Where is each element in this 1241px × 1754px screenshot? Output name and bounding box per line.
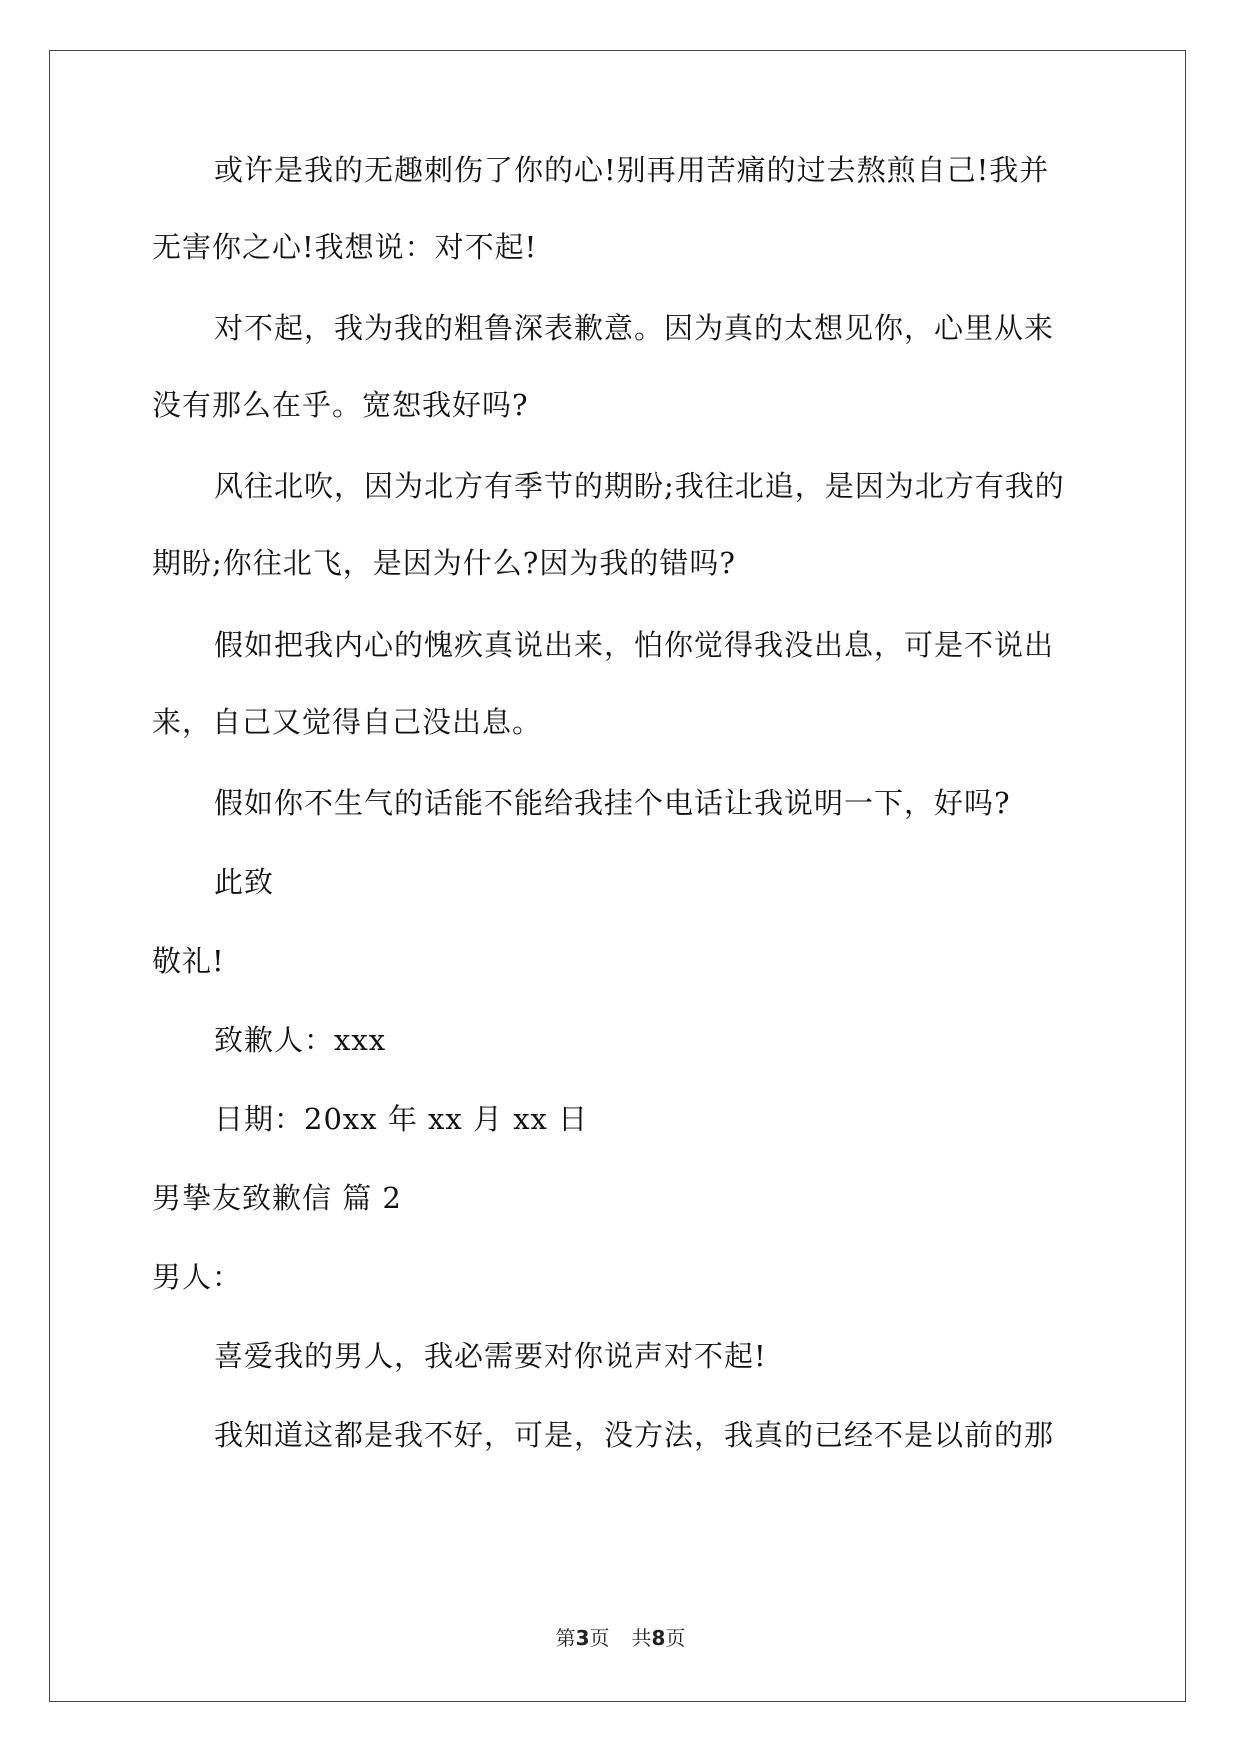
paragraph-line: 风往北吹，因为北方有季节的期盼;我往北追，是因为北方有我的 xyxy=(214,469,1065,503)
total-page-number: 8 xyxy=(651,1626,666,1650)
date-line: 日期：20xx 年 xx 月 xx 日 xyxy=(214,1102,589,1136)
paragraph-line: 我知道这都是我不好，可是，没方法，我真的已经不是以前的那 xyxy=(214,1418,1055,1452)
page-suffix: 页 xyxy=(665,1626,686,1650)
paragraph-line: 没有那么在乎。宽恕我好吗? xyxy=(152,388,529,422)
addressee-line: 男人： xyxy=(152,1260,243,1294)
page-prefix: 第 xyxy=(555,1626,576,1650)
section-heading: 男挚友致歉信 篇 2 xyxy=(152,1181,402,1215)
total-prefix: 共 xyxy=(631,1626,652,1650)
paragraph-line: 期盼;你往北飞，是因为什么?因为我的错吗? xyxy=(152,546,736,580)
paragraph-line: 假如你不生气的话能不能给我挂个电话让我说明一下，好吗? xyxy=(214,786,1011,820)
salutation-line: 敬礼! xyxy=(152,944,225,978)
page-mid: 页 xyxy=(589,1626,610,1650)
paragraph-line: 假如把我内心的愧疚真说出来，怕你觉得我没出息，可是不说出 xyxy=(214,628,1055,662)
paragraph-line: 喜爱我的男人，我必需要对你说声对不起! xyxy=(214,1339,767,1373)
paragraph-line: 无害你之心!我想说：对不起! xyxy=(152,230,538,264)
signer-line: 致歉人：xxx xyxy=(214,1023,387,1057)
paragraph-line: 对不起，我为我的粗鲁深表歉意。因为真的太想见你，心里从来 xyxy=(214,311,1055,345)
paragraph-line: 或许是我的无趣刺伤了你的心!别再用苦痛的过去熬煎自己!我并 xyxy=(214,153,1050,187)
page-footer xyxy=(0,1624,1241,1652)
closing-line: 此致 xyxy=(214,865,275,899)
current-page-number: 3 xyxy=(575,1626,590,1650)
paragraph-line: 来，自己又觉得自己没出息。 xyxy=(152,705,543,739)
